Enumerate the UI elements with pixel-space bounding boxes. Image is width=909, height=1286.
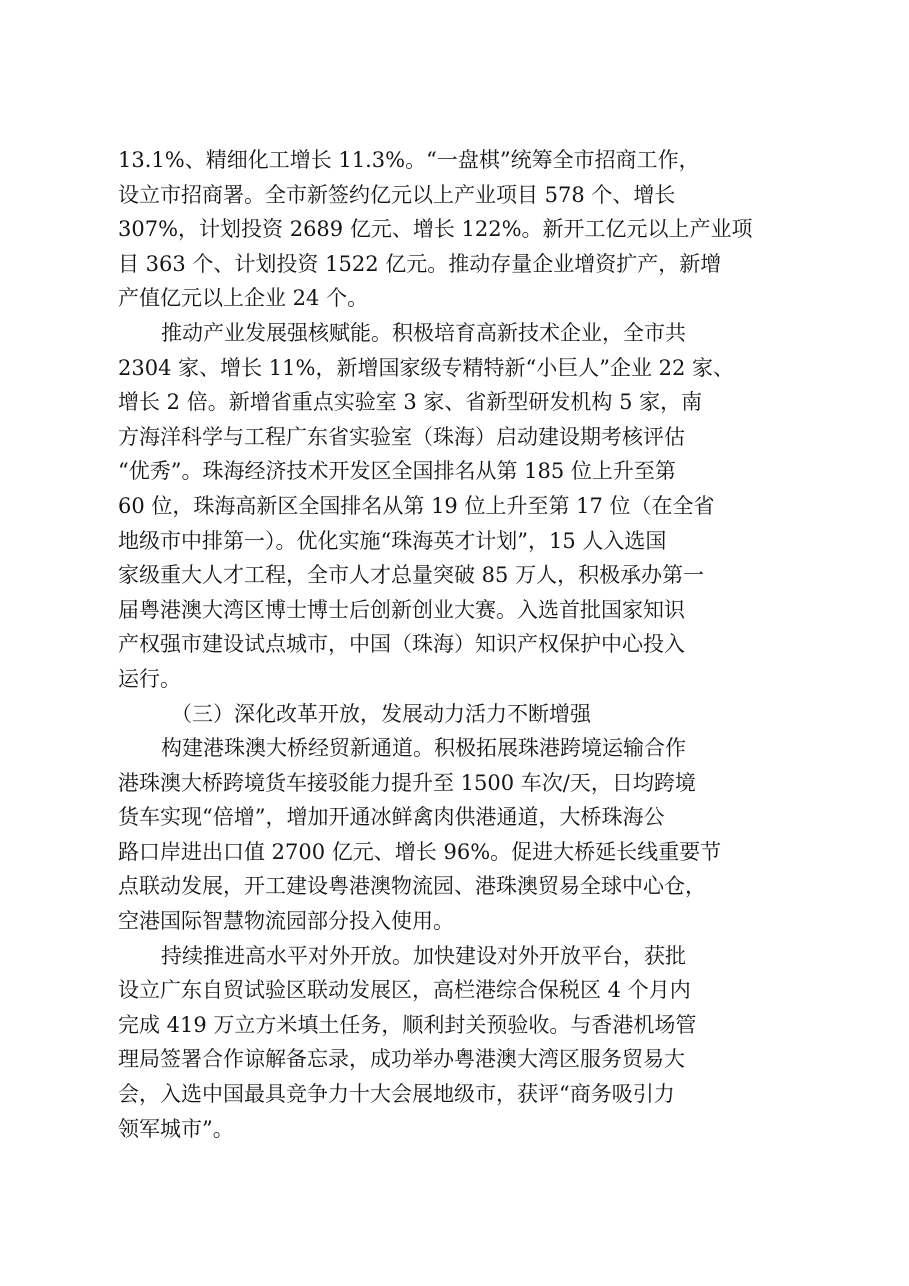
text-line: 13.1%、精细化工增长 11.3%。“一盘棋”统筹全市招商工作， bbox=[118, 148, 700, 172]
text-line: 60 位，珠海高新区全国排名从第 19 位上升至第 17 位（在全省 bbox=[118, 493, 715, 518]
text-line: 完成 419 万立方米填土任务，顺利封关预验收。与香港机场管 bbox=[118, 1012, 697, 1037]
text-line: “优秀”。珠海经济技术开发区全国排名从第 185 位上升至第 bbox=[118, 459, 676, 484]
text-line: 会，入选中国最具竞争力十大会展地级市，获评“商务吸引力 bbox=[118, 1082, 675, 1107]
paragraph-start-line: 构建港珠澳大桥经贸新通道。积极拓展珠港跨境运输合作 bbox=[161, 736, 686, 761]
text-line: 港珠澳大桥跨境货车接驳能力提升至 1500 车次/天，日均跨境 bbox=[118, 770, 696, 795]
text-line: 路口岸进出口值 2700 亿元、增长 96%。促进大桥延长线重要节 bbox=[118, 839, 722, 864]
document-body bbox=[118, 143, 804, 1146]
text-line: 目 363 个、计划投资 1522 亿元。推动存量企业增资扩产，新增 bbox=[118, 251, 722, 276]
text-line: 届粤港澳大湾区博士博士后创新创业大赛。入选首批国家知识 bbox=[118, 597, 685, 622]
section-heading: （三）深化改革开放，发展动力活力不断增强 bbox=[171, 701, 591, 726]
text-line: 307%，计划投资 2689 亿元、增长 122%。新开工亿元以上产业项 bbox=[118, 217, 753, 242]
text-line: 家级重大人才工程，全市人才总量突破 85 万人，积极承办第一 bbox=[118, 563, 705, 588]
text-line: 领军城市”。 bbox=[118, 1116, 234, 1141]
paragraph-start-line: 持续推进高水平对外开放。加快建设对外开放平台，获批 bbox=[161, 943, 686, 968]
text-line: 方海洋科学与工程广东省实验室（珠海）启动建设期考核评估 bbox=[118, 424, 685, 449]
text-line: 2304 家、增长 11%，新增国家级专精特新“小巨人”企业 22 家、 bbox=[118, 355, 735, 380]
text-line: 增长 2 倍。新增省重点实验室 3 家、省新型研发机构 5 家，南 bbox=[118, 390, 703, 415]
text-line: 点联动发展，开工建设粤港澳物流园、港珠澳贸易全球中心仓， bbox=[118, 874, 706, 899]
text-line: 地级市中排第一）。优化实施“珠海英才计划”，15 人入选国 bbox=[118, 528, 667, 553]
text-line: 货车实现“倍增”，增加开通冰鲜禽肉供港通道，大桥珠海公 bbox=[118, 805, 665, 830]
text-line: 理局签署合作谅解备忘录，成功举办粤港澳大湾区服务贸易大 bbox=[118, 1047, 685, 1072]
text-line: 运行。 bbox=[118, 666, 181, 691]
text-line: 空港国际智慧物流园部分投入使用。 bbox=[118, 909, 454, 934]
paragraph-start-line: 推动产业发展强核赋能。积极培育高新技术企业，全市共 bbox=[161, 320, 686, 345]
text-line: 设立市招商署。全市新签约亿元以上产业项目 578 个、增长 bbox=[118, 182, 676, 207]
text-line: 产权强市建设试点城市，中国（珠海）知识产权保护中心投入 bbox=[118, 632, 685, 657]
text-line: 产值亿元以上企业 24 个。 bbox=[118, 286, 369, 311]
text-line: 设立广东自贸试验区联动发展区，高栏港综合保税区 4 个月内 bbox=[118, 978, 691, 1003]
